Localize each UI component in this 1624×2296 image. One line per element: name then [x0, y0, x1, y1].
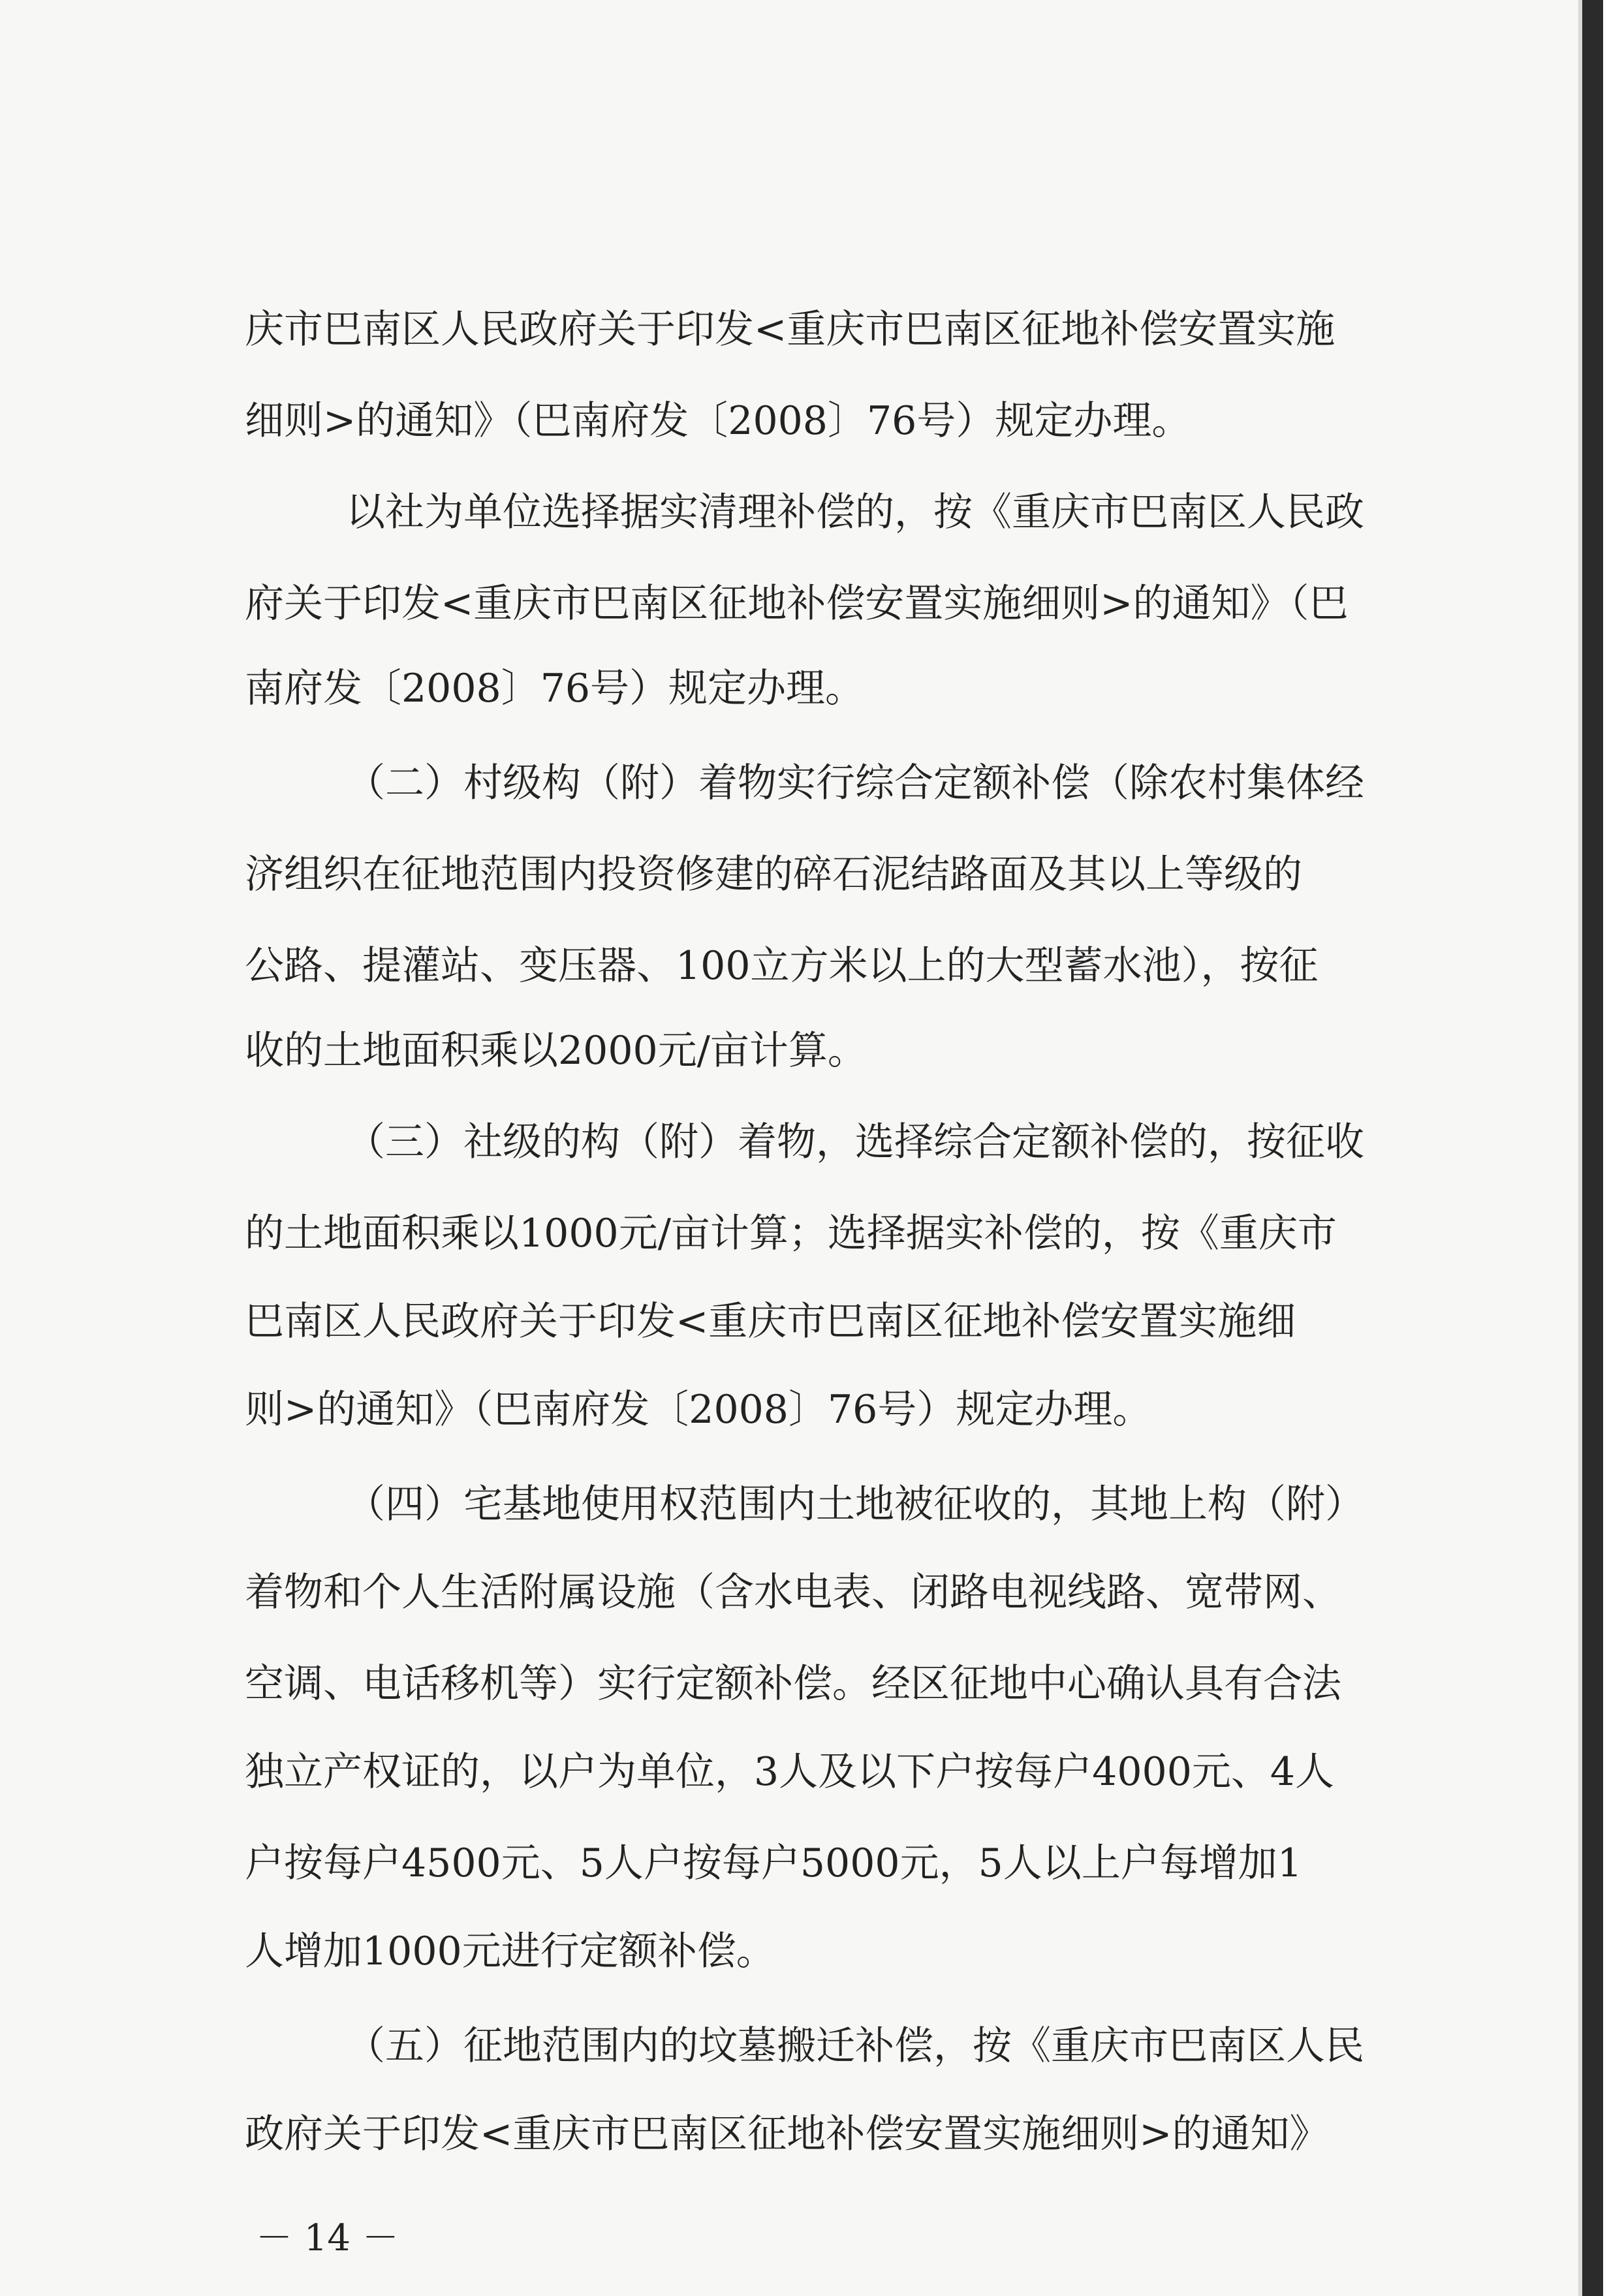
text-line: 细则>的通知》（巴南府发〔2008〕76号）规定办理。 [245, 398, 1191, 444]
text-line: 政府关于印发<重庆市巴南区征地补偿安置实施细则>的通知》 [245, 2111, 1329, 2157]
text-line: 则>的通知》（巴南府发〔2008〕76号）规定办理。 [245, 1387, 1152, 1433]
text-line: 府关于印发<重庆市巴南区征地补偿安置实施细则>的通知》（巴 [245, 581, 1349, 627]
text-line: 户按每户4500元、5人户按每户5000元，5人以上户每增加1 [245, 1840, 1302, 1886]
page-number: － 14 － [256, 2217, 399, 2259]
text-line: 人增加1000元进行定额补偿。 [245, 1929, 775, 1974]
text-line: 着物和个人生活附属设施（含水电表、闭路电视线路、宽带网、 [245, 1570, 1341, 1615]
paragraph-start: （二）村级构（附）着物实行综合定额补偿（除农村集体经 [346, 760, 1364, 806]
text-line: 庆市巴南区人民政府关于印发<重庆市巴南区征地补偿安置实施 [245, 307, 1335, 352]
text-line: 巴南区人民政府关于印发<重庆市巴南区征地补偿安置实施细 [245, 1299, 1296, 1344]
text-line: 济组织在征地范围内投资修建的碎石泥结路面及其以上等级的 [245, 852, 1302, 897]
scan-border [1582, 0, 1603, 2296]
paragraph-start: 以社为单位选择据实清理补偿的，按《重庆市巴南区人民政 [346, 489, 1364, 535]
text-line: 的土地面积乘以1000元/亩计算；选择据实补偿的，按《重庆市 [245, 1211, 1337, 1256]
paragraph-start: （五）征地范围内的坟墓搬迁补偿，按《重庆市巴南区人民 [346, 2023, 1364, 2069]
text-line: 南府发〔2008〕76号）规定办理。 [245, 666, 865, 711]
paragraph-start: （三）社级的构（附）着物，选择综合定额补偿的，按征收 [346, 1119, 1364, 1165]
text-line: 公路、提灌站、变压器、100立方米以上的大型蓄水池），按征 [245, 943, 1319, 989]
paragraph-start: （四）宅基地使用权范围内土地被征收的，其地上构（附） [346, 1482, 1364, 1527]
text-line: 空调、电话移机等）实行定额补偿。经区征地中心确认具有合法 [245, 1661, 1341, 1707]
text-line: 独立产权证的，以户为单位，3人及以下户按每户4000元、4人 [245, 1749, 1335, 1795]
text-line: 收的土地面积乘以2000元/亩计算。 [245, 1028, 867, 1074]
